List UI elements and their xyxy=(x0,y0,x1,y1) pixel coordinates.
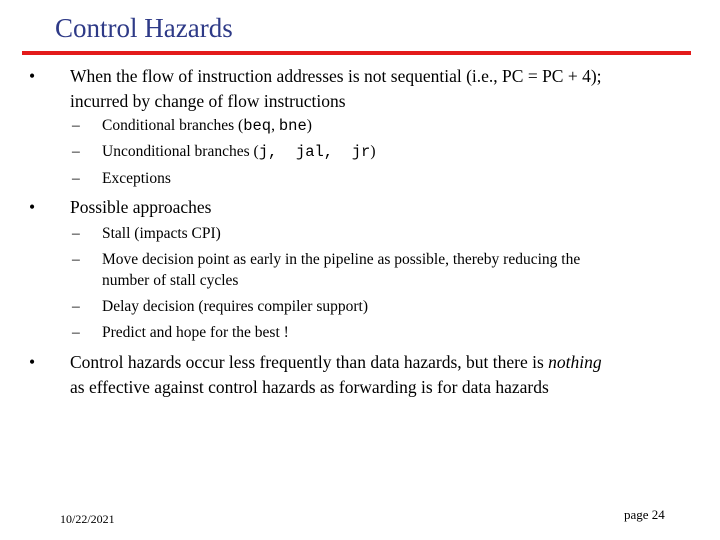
bullet-3-continuation xyxy=(70,375,549,400)
dash-mark: – xyxy=(72,298,80,315)
slide-title: Control Hazards xyxy=(55,13,233,43)
bullet-3-line-2: as effective against control hazards as forwarding is for data hazards xyxy=(70,377,549,397)
code-bne: bne xyxy=(278,117,307,135)
dash-mark: – xyxy=(72,170,80,187)
code-jump-instructions: j, jal, jr xyxy=(258,143,371,161)
bullet-1-continuation xyxy=(70,89,346,114)
sub-bullet-conditional-branches xyxy=(72,115,312,137)
bullet-1 xyxy=(29,64,602,89)
bullet-mark: • xyxy=(29,197,36,217)
bullet-2 xyxy=(29,195,212,220)
footer-date: 10/22/2021 xyxy=(60,512,115,526)
bullet-3 xyxy=(29,350,602,375)
footer-page-number: page 24 xyxy=(624,507,665,522)
dash-mark: – xyxy=(72,143,80,160)
title-underline-rule xyxy=(22,51,691,55)
bullet-mark: • xyxy=(29,352,36,372)
code-beq: beq xyxy=(243,117,272,135)
sub-bullet-predict xyxy=(72,322,289,344)
sub-bullet-exceptions xyxy=(72,168,171,190)
bullet-3-emphasis: nothing xyxy=(548,352,602,372)
sub-bullet-move-decision xyxy=(72,249,581,271)
bullet-3-line-1: Control hazards occur less frequently than data hazards, but there is xyxy=(70,352,549,372)
conditional-suffix: ) xyxy=(306,117,312,134)
dash-mark: – xyxy=(72,251,80,268)
move-decision-line-2: number of stall cycles xyxy=(102,272,239,289)
dash-mark: – xyxy=(72,225,80,242)
stall-text: Stall (impacts CPI) xyxy=(102,225,221,242)
dash-mark: – xyxy=(72,117,80,134)
dash-mark: – xyxy=(72,324,80,341)
delay-decision-text: Delay decision (requires compiler support) xyxy=(102,298,368,315)
unconditional-prefix: Unconditional branches ( xyxy=(102,143,259,160)
bullet-1-line-1: When the flow of instruction addresses is not sequential (i.e., PC = PC + 4); xyxy=(70,66,602,86)
unconditional-suffix: ) xyxy=(370,143,376,160)
conditional-prefix: Conditional branches ( xyxy=(102,117,244,134)
sub-bullet-move-decision-continuation xyxy=(102,270,238,292)
sub-bullet-stall xyxy=(72,223,221,245)
predict-text: Predict and hope for the best ! xyxy=(102,324,289,341)
bullet-2-text: Possible approaches xyxy=(70,197,212,217)
sub-bullet-delay-decision xyxy=(72,296,368,318)
bullet-mark: • xyxy=(29,66,36,86)
exceptions-text: Exceptions xyxy=(102,170,171,187)
bullet-1-line-2: incurred by change of flow instructions xyxy=(70,91,346,111)
sub-bullet-unconditional-branches xyxy=(72,141,376,163)
conditional-separator: , xyxy=(271,117,279,134)
move-decision-line-1: Move decision point as early in the pipeline as possible, thereby reducing the xyxy=(102,251,581,268)
